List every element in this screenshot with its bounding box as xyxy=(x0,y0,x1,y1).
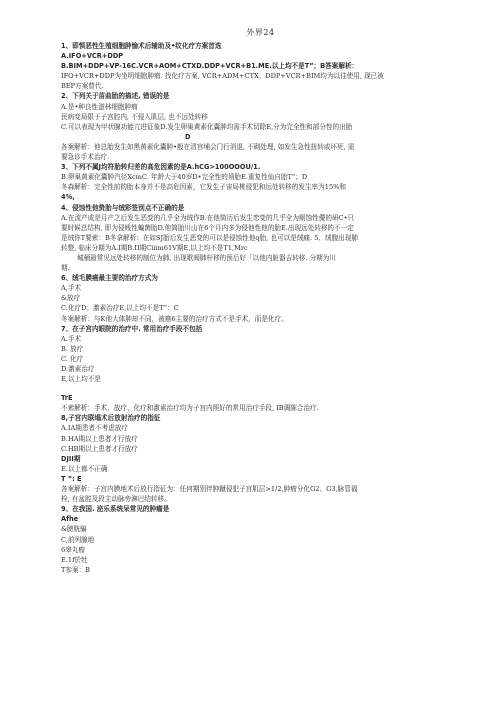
text-line: A.是•种良性滋林细胞肿瘤 xyxy=(61,102,138,111)
text-line: B.HA期以上患者才行放疗 xyxy=(61,434,138,443)
text-line: 4、侵蚀性他贽胎与绒彩签别点不正确的是 xyxy=(61,203,185,212)
text-line: D.激素治疗 xyxy=(61,365,95,373)
text-line: BEP方案替代. xyxy=(61,82,104,91)
text-line: TrE xyxy=(61,394,73,403)
text-line: A.手术 xyxy=(61,334,82,343)
page-title: 外界24 xyxy=(246,28,275,37)
text-line: B.卵巢黄素化囊肿汽径XcmC. 年龄大于40岁D•完全性的须胎E.重复性仙自胎T”；D xyxy=(61,173,308,182)
text-line: 民病变局限于子宫腔内, 不侵入肌层, 也不远处转移 xyxy=(61,112,208,121)
text-line: 不索解析：手术、放疗、化疗和激素治疗均为子宫内照好的常用治疗手段, IB调陈合治疗. xyxy=(61,404,319,413)
text-line: T参案：B xyxy=(61,565,91,574)
text-line: C.可以表现为甲状腺功能亢进征象D.发生卵巢黄素化囊肿均需手术切除E,分为完全性和部分性的出胎 xyxy=(61,122,353,131)
text-line: 城桶最常见远处转移的制位为肺, 出现歌阀肺杆移的预后好「以他内脏器吉转移. 分期为川 xyxy=(77,253,336,262)
text-line: D xyxy=(185,132,191,141)
text-line: E.以上都不正确 xyxy=(61,464,108,473)
text-line: 6睾丸瘤 xyxy=(61,545,85,554)
text-line: 是绒你T要索：B冬拿解析：在如SJ胎后发生恶变的可以是侵蚀性他q胎, 也可以是绒痛. 5、绒腹出现肺 xyxy=(61,233,358,242)
text-line: &放疗 xyxy=(61,294,81,303)
text-line: DJII期 xyxy=(61,454,81,463)
text-line: 转整, 临床分期为A.I期B.II期Ciiim61V期E,以上均不是T1,Mrc xyxy=(61,243,248,252)
text-line: 要时候总结构, 即为侵贱性蝙菌胎D.他简胎川山在6个月内多为侵他性他的胎E.出现远处转移的不一定 xyxy=(61,223,354,232)
text-line: 冬案解析：与K他大体肿却不同，被癌6主要的治疗方式不是手术，而是化疗。 xyxy=(61,314,288,323)
text-line: Afhe xyxy=(61,515,79,524)
text-line: 期. xyxy=(61,264,70,273)
text-line: C.HB期以上患者才行放疗 xyxy=(61,444,138,453)
text-line: 2、下列关于苗曲胎的描述, 错误的是 xyxy=(61,92,170,101)
text-line: 7、在子宫内眼院的治疗中. 常用治疗手段不包括 xyxy=(61,324,203,333)
text-line: 6、绒毛膜癌最主要的治疗方式为 xyxy=(61,274,158,283)
text-line: A.IFO+VCR+DDP xyxy=(61,52,124,61)
text-line: 要急诊手术治疗. xyxy=(61,153,110,162)
text-line: 冬森解析：完全性前的胎本身并不是高危因素，它发生子宙局桃侵犯和远处转移的发生率为15%和 xyxy=(61,183,346,192)
text-line: 栓, 有盆腔及段主动脉旁淋巴结转移。 xyxy=(61,495,171,504)
text-line: T ”: E xyxy=(61,474,82,483)
paragraph-gap xyxy=(61,384,460,393)
text-line: B.BIM+DDP+VP-16C.VCR+AOM+CTXD.DDP+VCR+B1.ME.以上均不是T”；B答案解析： xyxy=(61,62,359,71)
question-text-body xyxy=(61,41,460,575)
text-line: 8,子宫内联塌术后放射治疗的指征 xyxy=(61,414,161,423)
text-line: 各案解析：子宫内膜地术后放行指征为：任何期别伴肿蹴侵犯子宫肌层>1/2,肿瘤分化G2、G3,脉管福 xyxy=(61,485,358,494)
text-line: E,以上均不是 xyxy=(61,375,101,384)
text-line: A.在流产或是月产之后发生恶变的几乎全为绒作B.在他简历后发生恋变的几乎全为厕蚀性優的研C•只 xyxy=(61,213,355,222)
text-line: 9、在我国. 泌乐系统呆常见的肿瘤是 xyxy=(61,505,170,514)
text-line: 各案解析：他总胎发生如黑黄素化囊肿•般在清宫埔会门行消退, 不砌处理, 如发生急性扭转或坏死, 需 xyxy=(61,142,355,151)
text-line: A.IA期患者不考虑放疗 xyxy=(61,424,128,433)
text-line: B. 放疗 xyxy=(61,344,84,353)
text-line: 4%, xyxy=(61,193,75,202)
text-line: 1、即惧恶性生殖细胞肿愉术后辅助及•纹化疗方案首选 xyxy=(61,42,222,50)
text-line: A,手术 xyxy=(61,284,82,293)
text-line: 3、下列不属J均符胎转归差的高危因素的是A.hCG>100OOOU/1. xyxy=(61,163,261,172)
text-line: &膀胱骗 xyxy=(61,525,87,534)
text-line: E.1f於牡 xyxy=(61,555,88,564)
text-line: C.化疗D；激素治疗E,以上均不是T”：C xyxy=(61,304,179,313)
text-line: IFO+VCR+DDP为坐明细胞肿瘤. 找化疗方案, VCR+ADM+CTX、DDP+VCR+BIM均为以往使用, 现已被 xyxy=(61,72,384,81)
text-line: C. 化疗 xyxy=(61,354,84,363)
text-line: C,前列腺地 xyxy=(61,535,95,544)
